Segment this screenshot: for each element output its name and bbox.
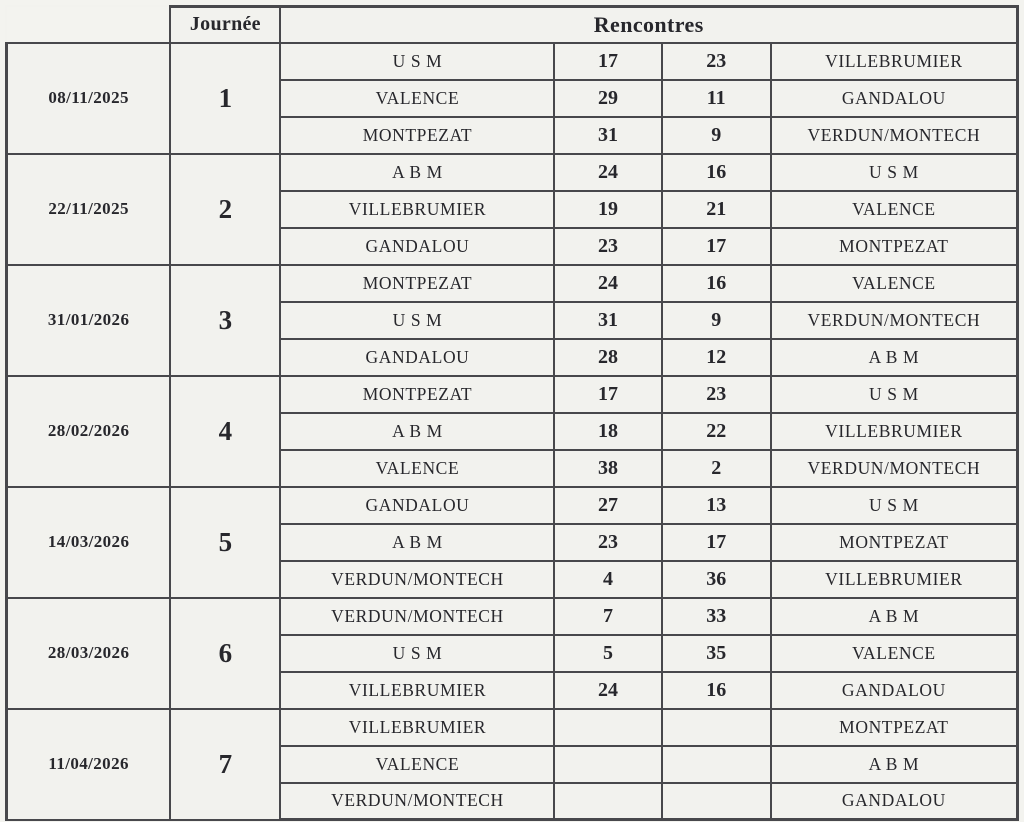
home-team: GANDALOU [280,228,554,265]
journee-number: 5 [170,487,280,598]
home-score: 24 [554,154,661,191]
away-team: A B M [771,339,1018,376]
away-team: VILLEBRUMIER [771,43,1018,80]
home-team: A B M [280,413,554,450]
away-score: 17 [662,228,771,265]
away-team: VALENCE [771,635,1018,672]
home-score: 28 [554,339,661,376]
home-score: 17 [554,376,661,413]
home-team: GANDALOU [280,339,554,376]
table-row [7,598,1018,635]
home-team: U S M [280,302,554,339]
home-team: A B M [280,154,554,191]
home-team: VERDUN/MONTECH [280,783,554,820]
away-score: 9 [662,117,771,154]
away-team: VERDUN/MONTECH [771,117,1018,154]
away-score: 12 [662,339,771,376]
away-team: MONTPEZAT [771,228,1018,265]
journee-number: 7 [170,709,280,820]
away-team: VALENCE [771,191,1018,228]
home-score: 23 [554,228,661,265]
away-team: GANDALOU [771,783,1018,820]
home-score: 17 [554,43,661,80]
table-row [7,709,1018,746]
away-score: 22 [662,413,771,450]
home-team: VILLEBRUMIER [280,672,554,709]
home-team: VILLEBRUMIER [280,709,554,746]
table-row [7,43,1018,80]
home-team: GANDALOU [280,487,554,524]
home-score: 19 [554,191,661,228]
journee-number: 2 [170,154,280,265]
match-date: 14/03/2026 [7,487,171,598]
home-score: 27 [554,487,661,524]
home-team: MONTPEZAT [280,376,554,413]
away-score: 36 [662,561,771,598]
away-score: 16 [662,154,771,191]
away-team: VALENCE [771,265,1018,302]
home-score: 7 [554,598,661,635]
away-score: 11 [662,80,771,117]
home-score: 29 [554,80,661,117]
home-team: VERDUN/MONTECH [280,561,554,598]
home-team: VILLEBRUMIER [280,191,554,228]
away-team: U S M [771,376,1018,413]
match-date: 28/02/2026 [7,376,171,487]
away-score: 16 [662,672,771,709]
home-team: VALENCE [280,80,554,117]
away-score: 35 [662,635,771,672]
home-score: 23 [554,524,661,561]
journee-number: 4 [170,376,280,487]
away-score: 23 [662,376,771,413]
home-score: 5 [554,635,661,672]
away-score: 23 [662,43,771,80]
away-team: VERDUN/MONTECH [771,302,1018,339]
away-score: 16 [662,265,771,302]
away-team: VILLEBRUMIER [771,413,1018,450]
home-score: 4 [554,561,661,598]
home-team: U S M [280,635,554,672]
match-date: 08/11/2025 [7,43,171,154]
away-score: 13 [662,487,771,524]
home-score: 38 [554,450,661,487]
table-row [7,265,1018,302]
match-date: 31/01/2026 [7,265,171,376]
away-team: VILLEBRUMIER [771,561,1018,598]
home-team: U S M [280,43,554,80]
home-score: 31 [554,117,661,154]
home-team: VALENCE [280,450,554,487]
home-team: MONTPEZAT [280,117,554,154]
corner-empty-cell [7,7,171,43]
away-score: 33 [662,598,771,635]
away-team: GANDALOU [771,80,1018,117]
away-team: U S M [771,487,1018,524]
away-score: 9 [662,302,771,339]
away-team: A B M [771,598,1018,635]
journee-column-header: Journée [170,7,280,43]
away-team: VERDUN/MONTECH [771,450,1018,487]
table-row [7,376,1018,413]
away-team: MONTPEZAT [771,709,1018,746]
match-date: 22/11/2025 [7,154,171,265]
home-team: VERDUN/MONTECH [280,598,554,635]
table-row [7,154,1018,191]
home-score: 31 [554,302,661,339]
home-score: 18 [554,413,661,450]
match-date: 28/03/2026 [7,598,171,709]
home-team: VALENCE [280,746,554,783]
home-score [554,746,661,783]
away-score: 21 [662,191,771,228]
rencontres-column-header: Rencontres [280,7,1017,43]
home-score [554,783,661,820]
home-score: 24 [554,265,661,302]
away-score [662,746,771,783]
home-team: MONTPEZAT [280,265,554,302]
home-team: A B M [280,524,554,561]
home-score: 24 [554,672,661,709]
match-date: 11/04/2026 [7,709,171,820]
away-score: 2 [662,450,771,487]
journee-number: 3 [170,265,280,376]
away-score [662,783,771,820]
fixtures-table [5,5,1019,821]
journee-number: 1 [170,43,280,154]
journee-number: 6 [170,598,280,709]
away-score [662,709,771,746]
away-team: GANDALOU [771,672,1018,709]
away-score: 17 [662,524,771,561]
table-header-row [7,7,1018,43]
away-team: MONTPEZAT [771,524,1018,561]
table-row [7,487,1018,524]
home-score [554,709,661,746]
away-team: U S M [771,154,1018,191]
away-team: A B M [771,746,1018,783]
